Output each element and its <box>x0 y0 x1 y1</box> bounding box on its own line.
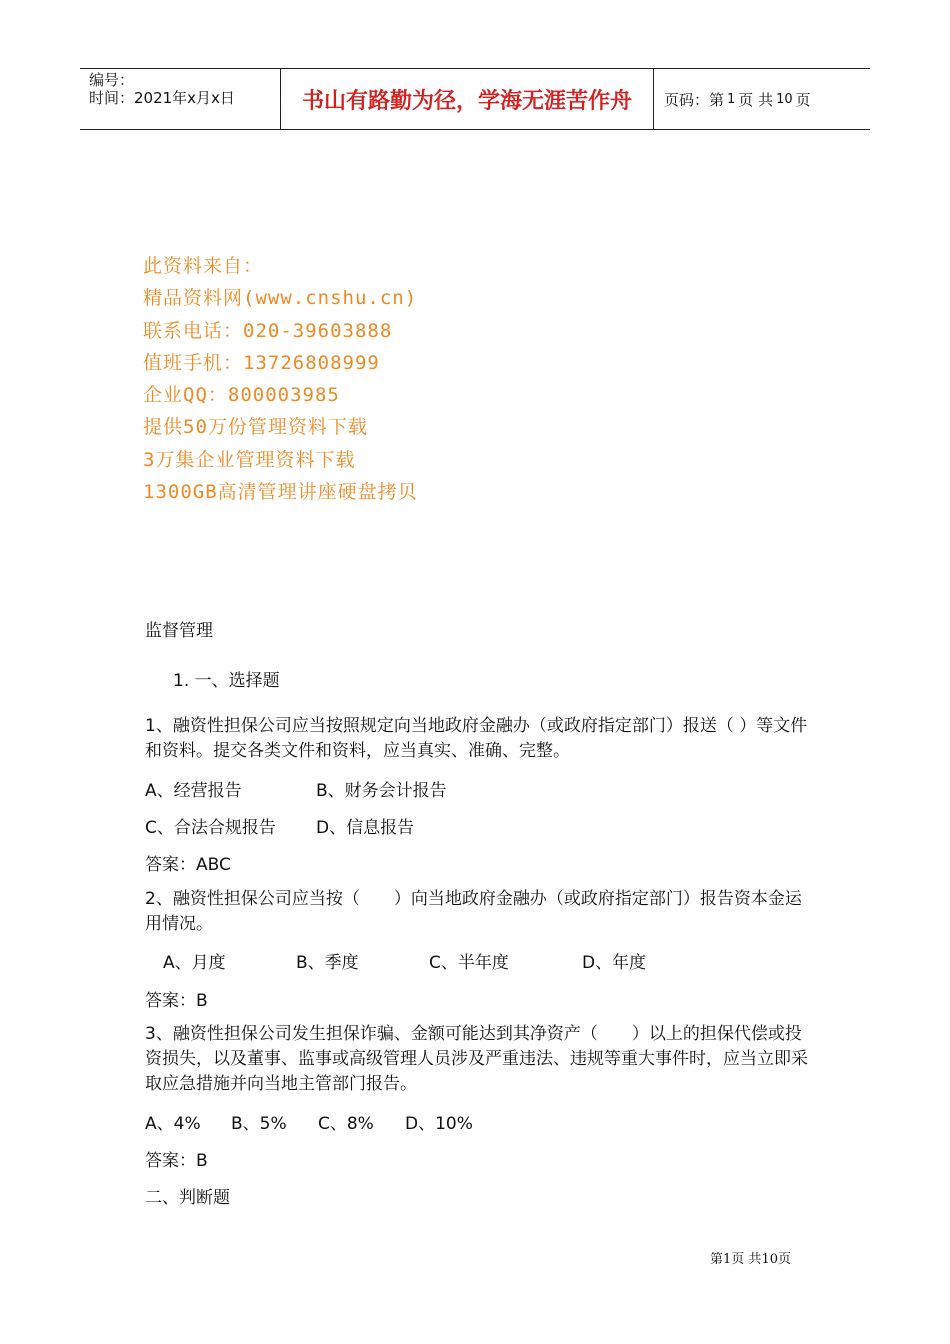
footer-mid: 页 共 <box>731 1252 762 1267</box>
header-page-current: 1 <box>727 91 736 107</box>
question-3-option-a: A、4% <box>145 1114 201 1134</box>
page-footer <box>710 1248 791 1267</box>
source-line: 1300GB高清管理讲座硬盘拷贝 <box>143 481 418 504</box>
source-line: 值班手机：13726808999 <box>143 351 380 374</box>
header-meta <box>80 69 281 129</box>
question-2-option-c: C、半年度 <box>429 953 509 973</box>
header-page-mid: 页 共 <box>738 90 774 109</box>
question-1-option-c: C、合法合规报告 <box>145 818 276 838</box>
header-page-prefix: 页码：第 <box>664 90 725 109</box>
section-judgment-heading: 二、判断题 <box>145 1188 230 1208</box>
question-1-option-b: B、财务会计报告 <box>316 781 447 801</box>
question-3-answer: 答案：B <box>145 1151 208 1171</box>
source-line: 企业QQ：800003985 <box>143 384 340 407</box>
source-line: 3万集企业管理资料下载 <box>143 448 356 471</box>
question-2-option-a: A、月度 <box>163 953 226 973</box>
doc-title: 监督管理 <box>145 621 213 641</box>
section-choice-heading: 1. 一、选择题 <box>173 671 280 691</box>
source-line: 提供50万份管理资料下载 <box>143 416 368 439</box>
header-page-total: 10 <box>776 91 793 107</box>
question-1-text: 1、融资性担保公司应当按照规定向当地政府金融办（或政府指定部门）报送（ ）等文件和资料。提交各类文件和资料，应当真实、准确、完整。 <box>145 716 808 761</box>
header-number-label: 编号： <box>89 71 135 89</box>
question-3-option-d: D、10% <box>405 1114 473 1134</box>
question-1-option-d: D、信息报告 <box>316 818 415 838</box>
question-3-option-c: C、8% <box>318 1114 374 1134</box>
question-3-option-b: B、5% <box>231 1114 287 1134</box>
question-3-text: 3、融资性担保公司发生担保诈骗、金额可能达到其净资产（ ）以上的担保代偿或投资损失，以及董事、监事或高级管理人员涉及严重违法、违规等重大事件时，应当立即采取应急措施并向当地主管部门报告。 <box>145 1024 808 1094</box>
footer-current: 1 <box>723 1252 732 1267</box>
header-page-suffix: 页 <box>795 90 811 109</box>
page-header <box>80 68 870 130</box>
question-1-option-a: A、经营报告 <box>145 781 242 801</box>
question-1-answer: 答案：ABC <box>145 855 231 875</box>
source-line: 精品资料网(www.cnshu.cn) <box>143 287 418 310</box>
footer-prefix: 第 <box>710 1252 724 1267</box>
header-time-label: 时间：2021年x月x日 <box>89 89 235 107</box>
header-motto: 书山有路勤为径，学海无涯苦作舟 <box>281 69 654 129</box>
question-2-answer: 答案：B <box>145 991 208 1011</box>
footer-total: 10 <box>761 1252 778 1267</box>
question-2-option-b: B、季度 <box>296 953 359 973</box>
header-page-info <box>654 69 870 129</box>
source-line: 此资料来自： <box>143 255 264 277</box>
question-2-option-d: D、年度 <box>582 953 647 973</box>
footer-suffix: 页 <box>777 1252 791 1267</box>
source-info-block <box>143 250 418 508</box>
question-2-text: 2、融资性担保公司应当按（ ）向当地政府金融办（或政府指定部门）报告资本金运用情况。 <box>145 889 802 934</box>
source-line: 联系电话：020-39603888 <box>143 319 393 342</box>
